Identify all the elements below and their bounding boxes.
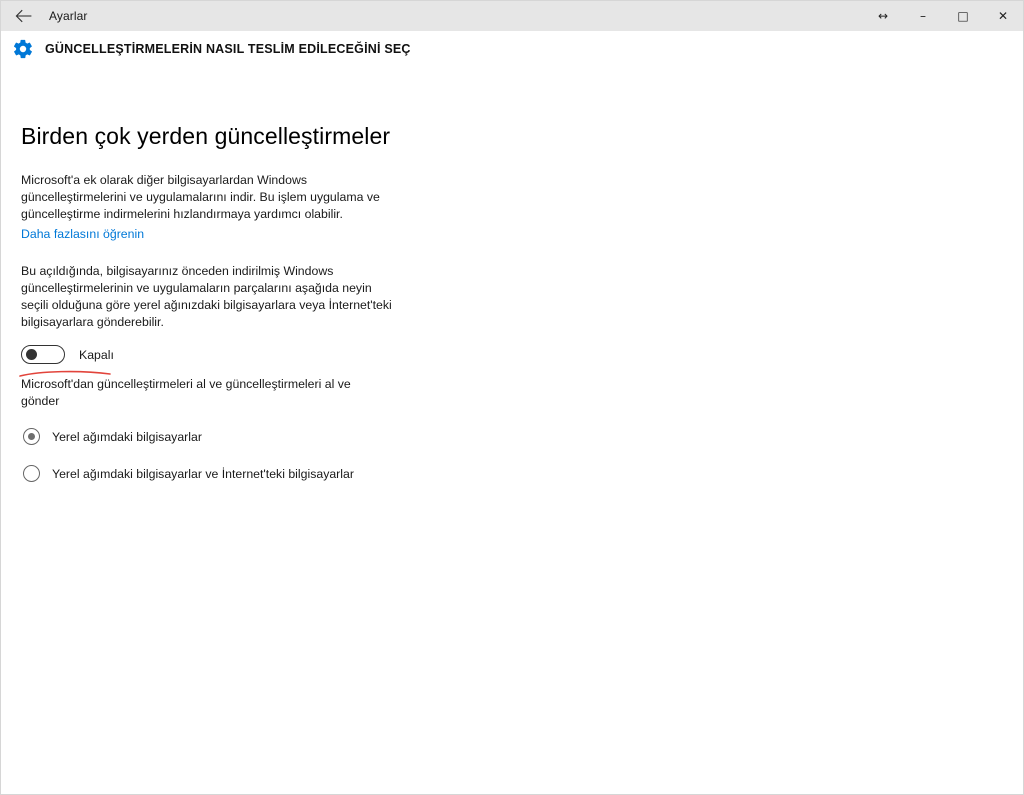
minimize-button[interactable]	[903, 1, 943, 31]
restore-down-button[interactable]	[863, 1, 903, 31]
title-bar	[1, 1, 1023, 31]
back-button[interactable]	[1, 1, 47, 31]
restore-down-icon: ↔	[877, 9, 889, 23]
learn-more-link[interactable]: Daha fazlasını öğrenin	[21, 227, 145, 241]
maximize-button[interactable]	[943, 1, 983, 31]
delivery-optimization-toggle[interactable]	[21, 345, 65, 364]
radio-dot	[28, 433, 35, 440]
close-button[interactable]	[983, 1, 1023, 31]
radio-option-local-and-internet[interactable]	[21, 465, 1023, 482]
radio-button-unselected[interactable]	[23, 465, 40, 482]
page-header-title: GÜNCELLEŞTİRMELERİN NASIL TESLİM EDİLECEĞİNİ SEÇ	[45, 42, 411, 56]
radio-button-selected[interactable]	[23, 428, 40, 445]
description-paragraph-1: Microsoft'a ek olarak diğer bilgisayarlardan Windows güncelleştirmelerini ve uygulamalarını indir. Bu işlem uygulama ve güncelleştirme indirmelerini hızlandırmaya yardımcı olabilir.	[21, 173, 380, 221]
toggle-state-label: Kapalı	[79, 347, 114, 362]
radio-label-local-and-internet: Yerel ağımdaki bilgisayarlar ve İnternet'teki bilgisayarlar	[52, 466, 354, 481]
page-title: Birden çok yerden güncelleştirmeler	[21, 123, 391, 149]
close-icon: ✕	[997, 9, 1009, 23]
gear-icon	[11, 37, 35, 61]
caption-button-group	[863, 1, 1023, 31]
description-paragraph-2: Bu açıldığında, bilgisayarınız önceden indirilmiş Windows güncelleştirmelerinin ve uygulamaların parçalarını aşağıda neyin seçili olduğuna göre yerel ağınızdaki bilgisayarlara veya İnternet'teki bilgisayarlara gönderebilir.	[21, 264, 392, 329]
delivery-optimization-toggle-row	[21, 345, 221, 364]
minimize-icon: –	[920, 9, 926, 23]
settings-content	[1, 67, 1023, 482]
app-bar	[1, 31, 1023, 67]
maximize-icon: □	[957, 9, 969, 23]
radio-label-local-network: Yerel ağımdaki bilgisayarlar	[52, 429, 202, 444]
radio-option-local-network[interactable]	[21, 428, 1023, 445]
options-group-label: Microsoft'dan güncelleştirmeleri al ve güncelleştirmeleri al ve gönder	[21, 377, 351, 408]
window-title: Ayarlar	[49, 9, 88, 23]
toggle-knob	[26, 349, 37, 360]
